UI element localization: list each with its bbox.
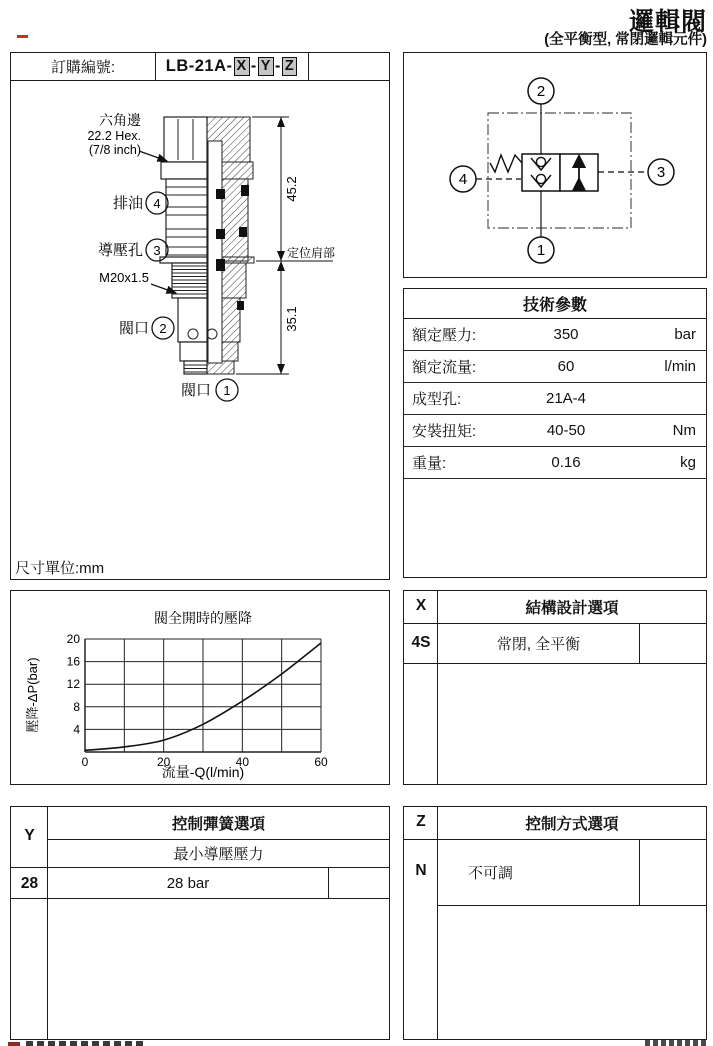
hydraulic-symbol <box>404 53 705 276</box>
tech-label: 額定壓力: <box>412 327 477 344</box>
port1-label: 閥口 <box>180 382 211 399</box>
red-mark-top-left <box>17 35 28 38</box>
z-options-code-header: Z <box>416 813 426 830</box>
tech-params-header: 技術參數 <box>404 289 706 319</box>
tech-row-weight <box>404 447 706 479</box>
y-option-row-desc: 28 bar <box>166 874 210 892</box>
svg-text:40: 40 <box>235 755 250 769</box>
port2-label: 閥口 <box>118 320 149 337</box>
tech-label: 安裝扭矩: <box>412 423 477 440</box>
tech-row-cavity <box>404 383 706 415</box>
svg-text:16: 16 <box>66 654 80 669</box>
hex-label-line1: 六角邊 <box>99 112 141 128</box>
tech-row-torque <box>404 415 706 447</box>
symbol-port3-number: 3 <box>656 164 666 181</box>
x-option-row-code: 4S <box>411 634 431 651</box>
port4-label: 排油 <box>112 195 143 212</box>
tech-unit: Nm <box>672 422 696 439</box>
tech-label: 重量: <box>412 455 447 472</box>
tech-label: 成型孔: <box>412 391 462 408</box>
x-options-code-header: X <box>415 597 427 614</box>
shoulder-label: 定位肩部 <box>287 246 336 260</box>
drawing-panel <box>10 52 390 580</box>
tech-value: 60 <box>557 358 575 375</box>
x-option-row-desc: 常閉, 全平衡 <box>496 636 581 653</box>
svg-text:0: 0 <box>81 755 89 769</box>
svg-text:60: 60 <box>314 755 328 769</box>
port3-label: 導壓孔 <box>97 242 143 259</box>
chart-panel <box>10 590 390 785</box>
tech-value: 40-50 <box>546 422 586 439</box>
tech-row-pressure <box>404 319 706 351</box>
hex-label-line2: 22.2 Hex. <box>87 129 141 143</box>
footer-cutoff-text-left <box>26 1041 144 1046</box>
hex-label-line3: (7/8 inch) <box>88 143 141 157</box>
port1-number: 1 <box>223 383 231 398</box>
order-code-x-box: X <box>234 57 250 77</box>
order-code-sep2: - <box>274 57 281 75</box>
svg-text:20: 20 <box>156 755 171 769</box>
svg-text:20: 20 <box>66 632 80 646</box>
symbol-panel <box>403 52 707 278</box>
y-options-title: 控制彈簧選項 <box>171 816 265 833</box>
chart-ylabel: 壓降-ΔP(bar) <box>25 657 40 733</box>
tech-value: 21A-4 <box>545 390 587 407</box>
z-options-panel <box>403 806 707 1040</box>
symbol-port2-number: 2 <box>536 83 546 100</box>
order-number-label: 訂購編號: <box>11 53 156 80</box>
svg-text:4: 4 <box>73 722 80 737</box>
footer-cutoff-mark-left <box>8 1042 20 1046</box>
symbol-spring <box>490 155 522 172</box>
svg-text:12: 12 <box>66 677 80 692</box>
tech-label: 額定流量: <box>412 359 477 376</box>
port2-number: 2 <box>159 321 167 336</box>
dim-upper-text: 45.2 <box>284 176 299 202</box>
svg-text:8: 8 <box>73 699 80 714</box>
order-number-empty-cell <box>309 53 389 80</box>
tech-unit: kg <box>680 454 696 471</box>
z-options-left-column <box>404 807 438 1039</box>
order-code-y-box: Y <box>258 57 274 77</box>
z-option-row-code: N <box>415 862 427 879</box>
port3-number: 3 <box>153 243 161 258</box>
footer-cutoff-text-right <box>645 1040 709 1046</box>
page-subtitle: (全平衡型, 常閉邏輯元件) <box>544 32 707 48</box>
order-number-row <box>11 53 389 81</box>
tech-value: 0.16 <box>551 454 581 471</box>
pressure-drop-chart <box>11 591 388 783</box>
valve-cross-section-drawing <box>11 81 388 577</box>
chart-title: 閥全開時的壓降 <box>154 610 252 626</box>
symbol-port4-number: 4 <box>458 171 468 188</box>
hex-leader-arrow <box>139 151 167 161</box>
tech-params-panel <box>403 288 707 578</box>
y-options-panel <box>10 806 390 1040</box>
y-option-row-code: 28 <box>20 875 39 892</box>
y-options-code-header: Y <box>24 827 35 844</box>
page-title: 邏輯閥 <box>628 8 707 36</box>
tech-unit: bar <box>674 326 696 343</box>
tech-row-flow <box>404 351 706 383</box>
chart-grid <box>85 639 321 752</box>
z-options-title: 控制方式選項 <box>525 816 619 833</box>
thread-label: M20x1.5 <box>99 270 149 285</box>
order-code-z-box: Z <box>282 57 297 77</box>
dim-lower-text: 35.1 <box>284 306 299 332</box>
port4-number: 4 <box>153 196 161 211</box>
symbol-port1-number: 1 <box>536 242 546 259</box>
y-options-subtitle: 最小導壓壓力 <box>173 846 264 863</box>
x-options-left-column <box>404 591 438 784</box>
order-number-value <box>156 53 309 80</box>
order-code-prefix: LB-21A- <box>165 57 233 75</box>
tech-unit: l/min <box>664 358 696 375</box>
chart-xlabel: 流量-Q(l/min) <box>161 764 245 780</box>
units-note: 尺寸單位:mm <box>15 560 105 577</box>
x-options-title: 結構設計選項 <box>525 600 619 617</box>
order-code-sep1: - <box>250 57 257 75</box>
x-options-panel <box>403 590 707 785</box>
tech-value: 350 <box>553 326 579 343</box>
z-option-row-desc: 不可調 <box>468 865 514 882</box>
